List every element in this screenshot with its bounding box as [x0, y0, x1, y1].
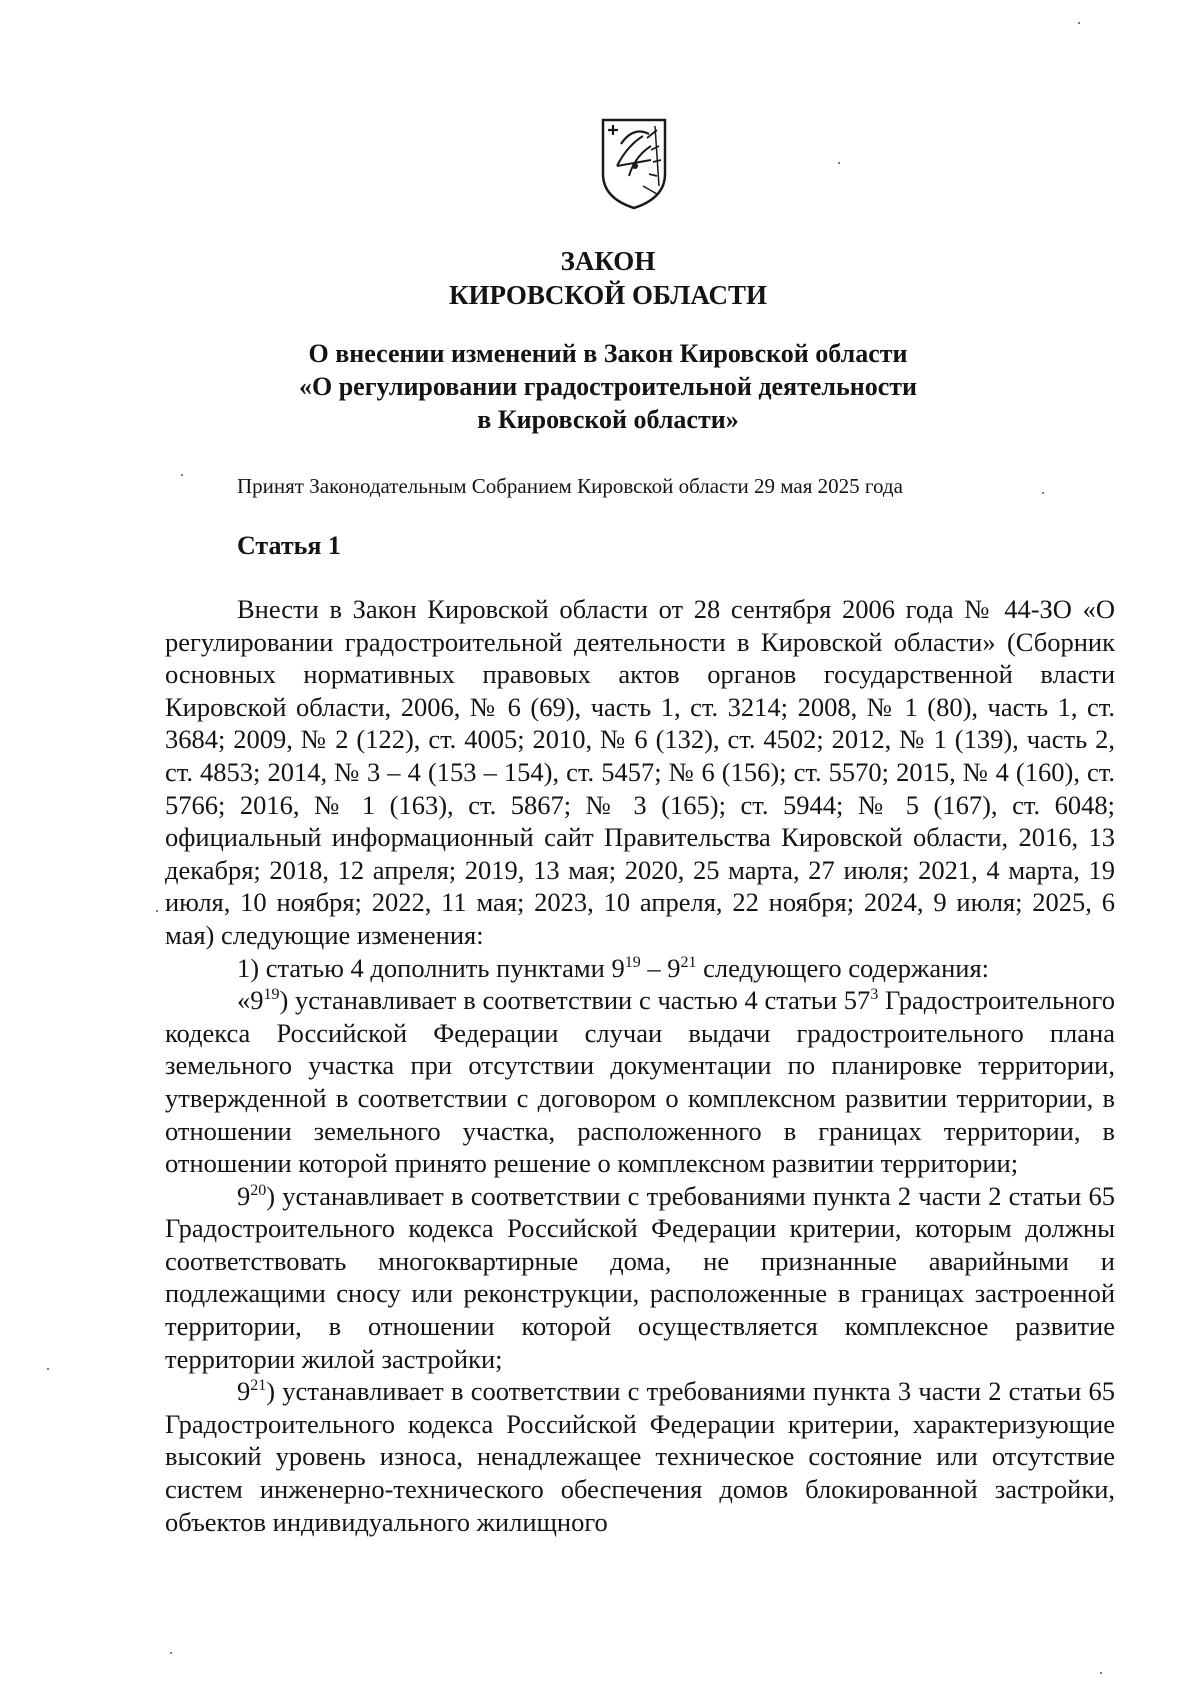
- article-title: Статья 1: [237, 531, 341, 560]
- scan-speck: [1100, 1672, 1102, 1674]
- point-text: ) устанавливает в соответствии с требованиями пункта 2 части 2 статьи 65 Градостроительного кодекса Российской Федерации критерии, которым должны соответствовать многоквартирные дома, не признанные аварийными и подлежащими сносу или реконструкции, расположенные в границах застроенной территории, в отношении которой осуществляется комплексное развитие территории жилой застройки;: [165, 1180, 1115, 1374]
- article-intro-paragraph: Внести в Закон Кировской области от 28 сентября 2006 года № 44-ЗО «О регулировании градостроительной деятельности в Кировской области» (Сборник основных нормативных правовых актов органов государственной власти Кировской области, 2006, № 6 (69), часть 1, ст. 3214; 2008, № 1 (80), часть 1, ст. 3684; 2009, № 2 (122), ст. 4005; 2010, № 6 (132), ст. 4502; 2012, № 1 (139), часть 2, ст. 4853; 2014, № 3 – 4 (153 – 154), ст. 5457; № 6 (156); ст. 5570; 2015, № 4 (160), ст. 5766; 2016, № 1 (163), ст. 5867; № 3 (165); ст. 5944; № 5 (167), ст. 6048; официальный информационный сайт Правительства Кировской области, 2016, 13 декабря; 2018, 12 апреля; 2019, 13 мая; 2020, 25 марта, 27 июля; 2021, 4 марта, 19 июля, 10 ноября; 2022, 11 мая; 2023, 10 апреля, 22 ноября; 2024, 9 июля; 2025, 6 мая) следующие изменения:: [165, 594, 1115, 950]
- point-number: 9: [237, 1180, 251, 1211]
- kirov-coat-of-arms-icon: [599, 116, 669, 211]
- adoption-note: Принят Законодательным Собранием Кировской области 29 мая 2025 года: [237, 474, 903, 498]
- scan-speck: [47, 1368, 49, 1370]
- item-1-text: следующего содержания:: [696, 952, 990, 983]
- superscript: 19: [263, 986, 280, 1004]
- superscript: 3: [870, 986, 879, 1004]
- scan-speck: [170, 1652, 172, 1654]
- subject-line-3: в Кировской области»: [477, 405, 739, 434]
- point-text: ) устанавливает в соответствии с требованиями пункта 3 части 2 статьи 65 Градостроительного кодекса Российской Федерации критерии, характеризующие высокий уровень износа, ненадлежащее техническое состояние или отсутствие систем инженерно-технического обеспечения домов блокированной застройки, объектов индивидуального жилищного: [165, 1376, 1115, 1537]
- point-9-20-paragraph: [165, 1180, 1115, 1376]
- scan-speck: [1042, 492, 1044, 494]
- item-1-text: – 9: [640, 952, 681, 983]
- scan-speck: [181, 474, 183, 476]
- superscript: 21: [250, 1377, 267, 1395]
- scan-speck: [1078, 22, 1080, 24]
- subject-line-2: «О регулировании градостроительной деятельности: [298, 372, 918, 401]
- item-1-text: 1) статью 4 дополнить пунктами 9: [237, 952, 625, 983]
- point-9-19-paragraph: [165, 984, 1115, 1180]
- superscript: 19: [624, 953, 641, 971]
- article-body: [165, 593, 1115, 1538]
- point-number: 9: [237, 1376, 251, 1407]
- point-text: ) устанавливает в соответствии с частью 4 статьи 57: [279, 985, 871, 1016]
- superscript: 21: [680, 953, 697, 971]
- law-heading: ЗАКОН: [560, 246, 656, 276]
- scan-speck: [156, 910, 158, 912]
- point-9-21-paragraph: [165, 1375, 1115, 1538]
- region-heading: КИРОВСКОЙ ОБЛАСТИ: [448, 280, 768, 310]
- point-text: Градостроительного кодекса Российской Федерации случаи выдачи градостроительного плана земельного участка при отсутствии документации по планировке территории, утвержденной в соответствии с договором о комплексном развитии территории, в отношении земельного участка, расположенного в границах территории, в отношении которой принято решение о комплексном развитии территории;: [165, 985, 1115, 1179]
- scan-speck: [838, 162, 840, 164]
- point-number: «9: [237, 985, 264, 1016]
- superscript: 20: [250, 1181, 267, 1199]
- subject-line-1: О внесении изменений в Закон Кировской области: [308, 339, 908, 368]
- item-1-paragraph: [165, 952, 1115, 985]
